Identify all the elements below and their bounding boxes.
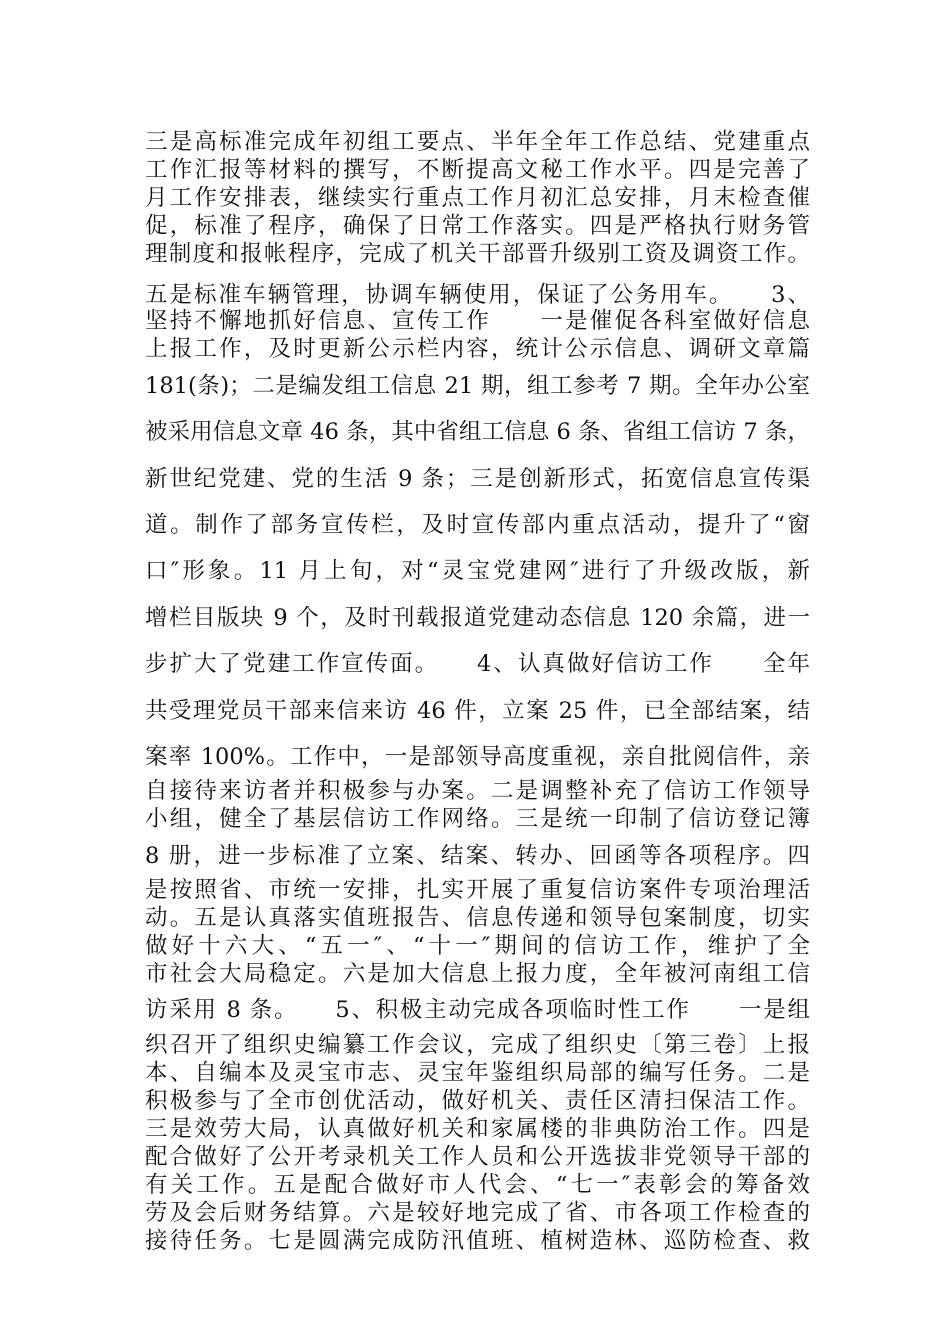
text-line: 是按照省、市统一安排，扎实开展了重复信访案件专项治理活: [145, 877, 810, 903]
text-line: 配合做好了公开考录机关工作人员和公开选拔非党领导干部的: [145, 1144, 810, 1170]
text-line: 坚持不懈地抓好信息、宣传工作 一是催促各科室做好信息: [145, 308, 810, 334]
text-line: 理制度和报帐程序，完成了机关干部晋升级别工资及调资工作。: [145, 241, 810, 267]
text-line: 月工作安排表，继续实行重点工作月初汇总安排，月末检查催: [145, 185, 810, 211]
text-line: 促，标准了程序，确保了日常工作落实。四是严格执行财务管: [145, 213, 810, 239]
text-line: 本、自编本及灵宝市志、灵宝年鉴组织局部的编写任务。二是: [145, 1060, 810, 1086]
text-line: 共受理党员干部来信来访 46 件，立案 25 件，已全部结案，结: [145, 698, 810, 724]
text-line: 接待任务。七是圆满完成防汛值班、植树造林、巡防检查、救: [145, 1228, 810, 1254]
text-line: 三是效劳大局，认真做好机关和家属楼的非典防治工作。四是: [145, 1116, 810, 1142]
text-line: 案率 100%。工作中，一是部领导高度重视，亲自批阅信件，亲: [145, 744, 810, 770]
text-line: 步扩大了党建工作宣传面。 4、认真做好信访工作 全年: [145, 651, 810, 677]
text-line: 三是高标准完成年初组工要点、半年全年工作总结、党建重点: [145, 129, 810, 155]
text-line: 小组，健全了基层信访工作网络。三是统一印制了信访登记簿: [145, 806, 810, 832]
text-line: 上报工作，及时更新公示栏内容，统计公示信息、调研文章篇: [145, 336, 810, 362]
text-line: 道。制作了部务宣传栏，及时宣传部内重点活动，提升了“窗: [145, 512, 810, 538]
text-line: 五是标准车辆管理，协调车辆使用，保证了公务用车。 3、: [145, 282, 810, 308]
text-line: 口″形象。11 月上旬，对“灵宝党建网″进行了升级改版，新: [145, 558, 810, 584]
text-line: 有关工作。五是配合做好市人代会、“七一″表彰会的筹备效: [145, 1172, 810, 1198]
text-line: 动。五是认真落实值班报告、信息传递和领导包案制度，切实: [145, 905, 810, 931]
text-line: 8 册，进一步标准了立案、结案、转办、回函等各项程序。四: [145, 843, 810, 869]
text-line: 新世纪党建、党的生活 9 条；三是创新形式，拓宽信息宣传渠: [145, 466, 810, 492]
text-line: 增栏目版块 9 个，及时刊载报道党建动态信息 120 余篇，进一: [145, 605, 810, 631]
text-line: 织召开了组织史编纂工作会议，完成了组织史〔第三卷〕上报: [145, 1032, 810, 1058]
text-line: 自接待来访者并积极参与办案。二是调整补充了信访工作领导: [145, 778, 810, 804]
text-line: 181(条)；二是编发组工信息 21 期，组工参考 7 期。全年办公室: [145, 373, 810, 399]
text-line: 访采用 8 条。 5、积极主动完成各项临时性工作 一是组: [145, 997, 810, 1023]
text-line: 做好十六大、“五一″、“十一″期间的信访工作，维护了全: [145, 933, 810, 959]
text-line: 被采用信息文章 46 条，其中省组工信息 6 条、省组工信访 7 条，: [145, 419, 810, 445]
text-line: 劳及会后财务结算。六是较好地完成了省、市各项工作检查的: [145, 1200, 810, 1226]
text-line: 积极参与了全市创优活动，做好机关、责任区清扫保洁工作。: [145, 1088, 810, 1114]
text-line: 市社会大局稳定。六是加大信息上报力度，全年被河南组工信: [145, 961, 810, 987]
text-line: 工作汇报等材料的撰写，不断提高文秘工作水平。四是完善了: [145, 157, 810, 183]
